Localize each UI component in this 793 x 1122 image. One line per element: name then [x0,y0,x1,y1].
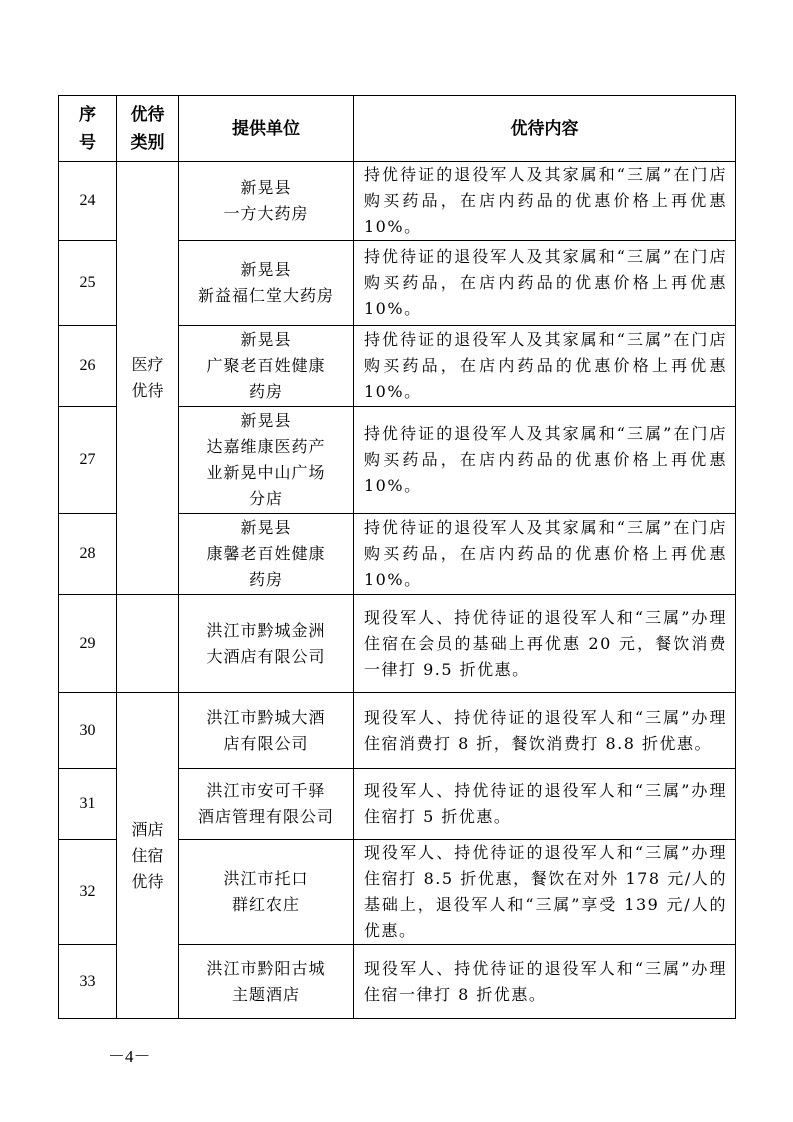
row-content: 持优待证的退役军人及其家属和“三属”在门店购买药品，在店内药品的优惠价格上再优惠 10%。 [354,241,736,326]
row-content: 现役军人、持优待证的退役军人和“三属”办理住宿打 8.5 折优惠，餐饮在对外 178 元/人的基础上，退役军人和“三属”享受 139 元/人的优惠。 [354,840,736,945]
row-content: 持优待证的退役军人及其家属和“三属”在门店购买药品，在店内药品的优惠价格上再优惠 10%。 [354,514,736,595]
table-header-row [59,96,736,162]
row-content: 现役军人、持优待证的退役军人和“三属”办理住宿一律打 8 折优惠。 [354,945,736,1019]
category-medical: 医疗优待 [117,162,179,595]
row-seq: 25 [59,241,117,326]
row-provider: 洪江市黔城金洲 大酒店有限公司 [179,595,354,693]
row-provider: 洪江市安可千驿 酒店管理有限公司 [179,769,354,840]
row-provider: 洪江市托口 群红农庄 [179,840,354,945]
row-content: 现役军人、持优待证的退役军人和“三属”办理住宿消费打 8 折，餐饮消费打 8.8 折优惠。 [354,693,736,769]
table-row [59,693,736,769]
row-provider: 新晃县 达嘉维康医药产 业新晃中山广场 分店 [179,407,354,514]
row-provider: 新晃县 广聚老百姓健康 药房 [179,326,354,407]
table-row [59,595,736,693]
row-seq: 31 [59,769,117,840]
row-seq: 24 [59,162,117,241]
row-provider: 新晃县 康馨老百姓健康 药房 [179,514,354,595]
table-row [59,162,736,241]
header-category: 优待类别 [117,96,179,162]
row-provider: 新晃县 新益福仁堂大药房 [179,241,354,326]
row-content: 持优待证的退役军人及其家属和“三属”在门店购买药品，在店内药品的优惠价格上再优惠 10%。 [354,326,736,407]
row-content: 现役军人、持优待证的退役军人和“三属”办理住宿打 5 折优惠。 [354,769,736,840]
benefits-table [58,95,736,1019]
row-content: 持优待证的退役军人及其家属和“三属”在门店购买药品，在店内药品的优惠价格上再优惠 10%。 [354,407,736,514]
row-content: 持优待证的退役军人及其家属和“三属”在门店购买药品，在店内药品的优惠价格上再优惠 10%。 [354,162,736,241]
row-provider: 洪江市黔城大酒 店有限公司 [179,693,354,769]
header-content: 优待内容 [354,96,736,162]
category-empty [117,595,179,693]
row-seq: 29 [59,595,117,693]
row-seq: 26 [59,326,117,407]
row-seq: 32 [59,840,117,945]
row-seq: 30 [59,693,117,769]
header-seq: 序号 [59,96,117,162]
row-provider: 洪江市黔阳古城 主题酒店 [179,945,354,1019]
row-content: 现役军人、持优待证的退役军人和“三属”办理住宿在会员的基础上再优惠 20 元，餐饮消费一律打 9.5 折优惠。 [354,595,736,693]
row-seq: 33 [59,945,117,1019]
row-seq: 27 [59,407,117,514]
category-hotel: 酒店住宿优待 [117,693,179,1019]
page-number: －4－ [108,1047,151,1066]
row-provider: 新晃县 一方大药房 [179,162,354,241]
row-seq: 28 [59,514,117,595]
header-provider: 提供单位 [179,96,354,162]
